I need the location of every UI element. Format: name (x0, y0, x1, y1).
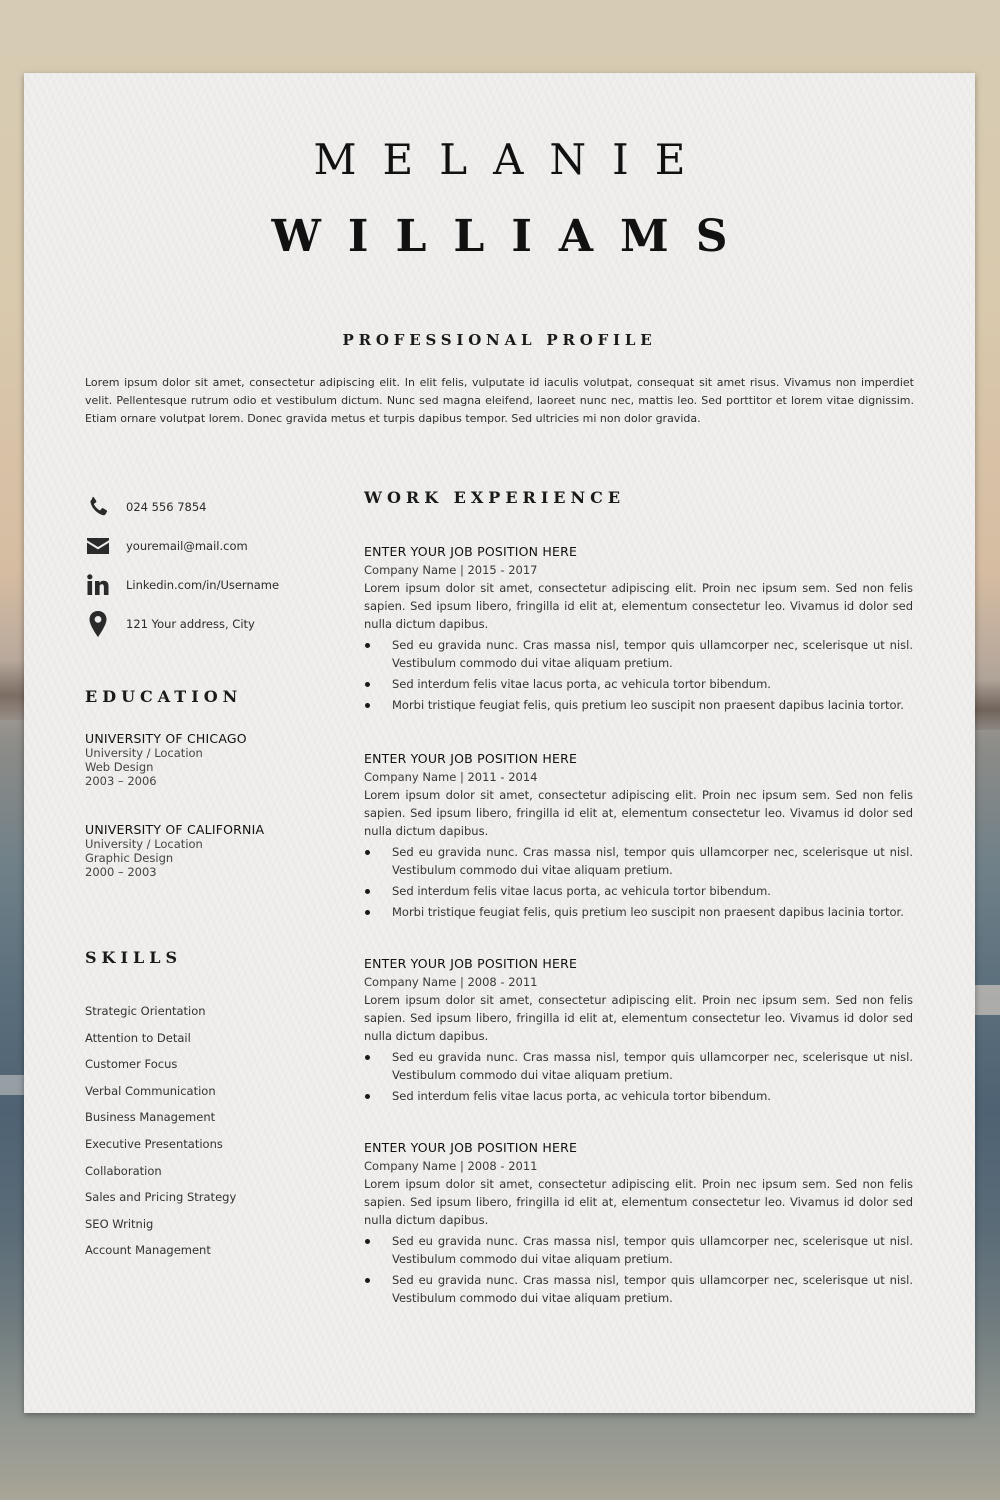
job-description: Lorem ipsum dolor sit amet, consectetur adipiscing elit. Proin nec ipsum sem. Sed non felis sapien. Sed ipsum libero, fringilla id elit at, elementum consectetur leo. Vivamus id dolor sed nulla dictum dapibus. (364, 788, 913, 838)
skill-item: Collaboration (85, 1163, 162, 1178)
field-of-study: Graphic Design (85, 851, 174, 865)
job-title: ENTER YOUR JOB POSITION HERE (364, 751, 578, 766)
job-bullets (364, 1232, 913, 1307)
job-company-dates: Company Name | 2011 - 2014 (364, 770, 538, 784)
contact-email (85, 526, 325, 565)
phone-icon (85, 494, 111, 520)
job-company-dates: Company Name | 2008 - 2011 (364, 1159, 538, 1173)
first-name: MELANIE (313, 135, 712, 184)
job-title: ENTER YOUR JOB POSITION HERE (364, 544, 578, 559)
skill-item: Customer Focus (85, 1057, 178, 1072)
contact-list (85, 487, 325, 643)
contact-linkedin (85, 565, 325, 604)
skill-item: Account Management (85, 1243, 211, 1258)
job-bullet (364, 882, 913, 900)
bullet-icon (365, 1278, 370, 1283)
education-heading: EDUCATION (85, 687, 243, 706)
education-years: 2000 – 2003 (85, 865, 157, 879)
job-bullets (364, 636, 913, 714)
contact-text: 024 556 7854 (126, 499, 207, 514)
job-bullet (364, 1087, 913, 1105)
bullet-text: Sed interdum felis vitae lacus porta, ac vehicula tortor bibendum. (392, 884, 771, 898)
bullet-icon (365, 703, 370, 708)
job-description: Lorem ipsum dolor sit amet, consectetur adipiscing elit. Proin nec ipsum sem. Sed non felis sapien. Sed ipsum libero, fringilla id elit at, elementum consectetur leo. Vivamus id dolor sed nulla dictum dapibus. (364, 993, 913, 1043)
bullet-text: Morbi tristique feugiat felis, quis pretium leo suscipit non praesent dapibus lacinia tortor. (392, 905, 904, 919)
education-entry (85, 732, 335, 788)
bullet-text: Morbi tristique feugiat felis, quis pretium leo suscipit non praesent dapibus lacinia tortor. (392, 698, 904, 712)
contact-address (85, 604, 325, 643)
bullet-text: Sed interdum felis vitae lacus porta, ac vehicula tortor bibendum. (392, 1089, 771, 1103)
school-location: University / Location (85, 746, 203, 760)
job-bullet (364, 696, 913, 714)
skill-item: Strategic Orientation (85, 1004, 206, 1018)
profile-text: Lorem ipsum dolor sit amet, consectetur adipiscing elit. In elit felis, vulputate id iaculis volutpat, consequat sit amet risus. Vivamus non imperdiet velit. Pellentesque rutrum odio et vestibulum dictum. Nunc sed magna eleifend, laoreet nunc nec, mattis leo. Sed porttitor et lorem vitae dignissim. Etiam ornare volutpat lorem. Donec gravida metus et turpis dapibus tempor. Sed ultricies mi non dolor gravida. (85, 376, 914, 425)
job-entry (364, 1140, 913, 1310)
profile-heading: PROFESSIONAL PROFILE (342, 331, 657, 349)
job-description: Lorem ipsum dolor sit amet, consectetur adipiscing elit. Proin nec ipsum sem. Sed non felis sapien. Sed ipsum libero, fringilla id elit at, elementum consectetur leo. Vivamus id dolor sed nulla dictum dapibus. (364, 581, 913, 631)
map-pin-icon (85, 611, 111, 637)
job-bullet (364, 1048, 913, 1084)
bullet-icon (365, 889, 370, 894)
last-name: WILLIAMS (271, 211, 755, 262)
school-name: UNIVERSITY OF CALIFORNIA (85, 822, 265, 837)
background-wave (974, 985, 1000, 1015)
skills-list (85, 1003, 335, 1269)
bullet-icon (365, 1239, 370, 1244)
job-bullet (364, 1232, 913, 1268)
skills-heading: SKILLS (85, 948, 182, 967)
job-entry (364, 544, 913, 717)
bullet-icon (365, 682, 370, 687)
job-company-dates: Company Name | 2015 - 2017 (364, 563, 538, 577)
field-of-study: Web Design (85, 760, 154, 774)
contact-text: Linkedin.com/in/Username (126, 577, 280, 592)
contact-text: youremail@mail.com (126, 538, 248, 553)
skill-item: Verbal Communication (85, 1083, 216, 1098)
job-bullets (364, 843, 913, 921)
job-description: Lorem ipsum dolor sit amet, consectetur adipiscing elit. Proin nec ipsum sem. Sed non felis sapien. Sed ipsum libero, fringilla id elit at, elementum consectetur leo. Vivamus id dolor sed nulla dictum dapibus. (364, 1177, 913, 1227)
bullet-text: Sed eu gravida nunc. Cras massa nisl, tempor quis ullamcorper nec, scelerisque ut nisl. Vestibulum commodo dui vitae aliquam pretium. (392, 1234, 913, 1266)
job-bullet (364, 675, 913, 693)
work-experience-heading: WORK EXPERIENCE (364, 488, 626, 507)
skill-item: Attention to Detail (85, 1030, 191, 1045)
bullet-icon (365, 1094, 370, 1099)
school-location: University / Location (85, 837, 203, 851)
bullet-text: Sed eu gravida nunc. Cras massa nisl, tempor quis ullamcorper nec, scelerisque ut nisl. Vestibulum commodo dui vitae aliquam pretium. (392, 845, 913, 877)
job-bullet (364, 636, 913, 672)
bullet-text: Sed eu gravida nunc. Cras massa nisl, tempor quis ullamcorper nec, scelerisque ut nisl. Vestibulum commodo dui vitae aliquam pretium. (392, 1050, 913, 1082)
skill-item: Sales and Pricing Strategy (85, 1190, 237, 1205)
job-bullet (364, 843, 913, 879)
job-entry (364, 751, 913, 924)
bullet-icon (365, 850, 370, 855)
bullet-text: Sed eu gravida nunc. Cras massa nisl, tempor quis ullamcorper nec, scelerisque ut nisl. Vestibulum commodo dui vitae aliquam pretium. (392, 638, 913, 670)
bullet-icon (365, 1055, 370, 1060)
school-name: UNIVERSITY OF CHICAGO (85, 731, 247, 746)
background-wave (0, 1075, 26, 1095)
skill-item: Business Management (85, 1110, 216, 1125)
job-company-dates: Company Name | 2008 - 2011 (364, 975, 538, 989)
job-title: ENTER YOUR JOB POSITION HERE (364, 956, 578, 971)
job-title: ENTER YOUR JOB POSITION HERE (364, 1140, 578, 1155)
linkedin-icon (85, 572, 111, 598)
education-years: 2003 – 2006 (85, 774, 157, 788)
bullet-text: Sed eu gravida nunc. Cras massa nisl, tempor quis ullamcorper nec, scelerisque ut nisl. Vestibulum commodo dui vitae aliquam pretium. (392, 1273, 913, 1305)
bullet-text: Sed interdum felis vitae lacus porta, ac vehicula tortor bibendum. (392, 677, 771, 691)
bullet-icon (365, 643, 370, 648)
skill-item: SEO Writnig (85, 1216, 154, 1231)
envelope-icon (85, 533, 111, 559)
job-entry (364, 956, 913, 1108)
job-bullets (364, 1048, 913, 1105)
skill-item: Executive Presentations (85, 1136, 223, 1151)
job-bullet (364, 903, 913, 921)
education-entry (85, 823, 335, 879)
contact-text: 121 Your address, City (126, 616, 255, 631)
contact-phone (85, 487, 325, 526)
resume-page (24, 73, 975, 1413)
bullet-icon (365, 910, 370, 915)
job-bullet (364, 1271, 913, 1307)
